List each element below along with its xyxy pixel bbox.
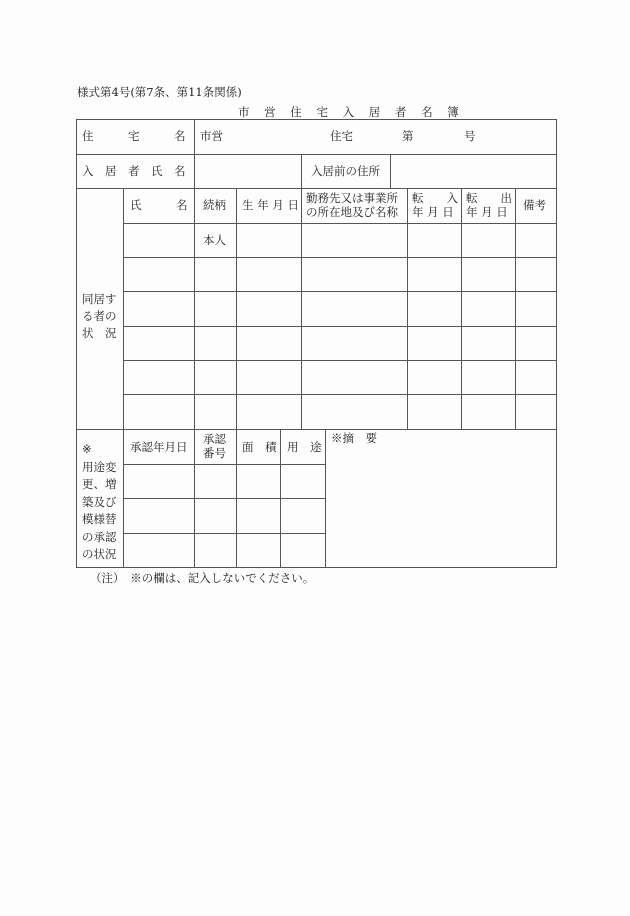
header-birthdate: 生 年 月 日 — [242, 198, 299, 212]
housing-name-dai: 第 — [402, 129, 414, 143]
housing-name-label: 住 宅 名 — [82, 129, 186, 143]
housing-name-house: 住宅 — [330, 129, 353, 143]
housing-name-prefix: 市営 — [200, 129, 223, 143]
header-move-in: 転 入 年 月 日 — [412, 191, 458, 219]
header-approval-number: 承認 番号 — [203, 432, 226, 460]
summary-field[interactable] — [327, 446, 555, 566]
housing-name-field[interactable] — [228, 121, 326, 151]
header-move-out: 転 出 年 月 日 — [466, 191, 512, 219]
header-use: 用 途 — [287, 440, 322, 454]
cohabitants-section-label: 同居す る者の 状 況 — [82, 292, 117, 340]
approvals-section-label: ※ 用途変 更、増 築及び 模様替 の承認 の状況 — [82, 442, 117, 561]
prev-address-label: 入居前の住所 — [311, 164, 380, 178]
summary-label: ※摘 要 — [331, 431, 377, 445]
header-name: 氏 名 — [130, 198, 188, 212]
housing-name-go: 号 — [464, 129, 476, 143]
prev-address-field[interactable] — [392, 156, 555, 186]
form-number: 様式第4号(第7条、第11条関係) — [77, 85, 242, 99]
header-approval-date: 承認年月日 — [130, 440, 188, 454]
header-area: 面 積 — [242, 440, 277, 454]
resident-name-label: 入 居 者 氏 名 — [82, 164, 186, 178]
relation-self: 本人 — [203, 233, 226, 247]
resident-name-field[interactable] — [196, 156, 300, 186]
header-relation: 続柄 — [203, 198, 226, 212]
header-workplace: 勤務先又は事業所 の所在地及び名称 — [306, 191, 398, 219]
page-title: 市 営 住 宅 入 居 者 名 簿 — [238, 105, 465, 119]
footnote: （注） ※の欄は、記入しないでください。 — [90, 571, 315, 585]
header-remarks: 備考 — [523, 198, 546, 212]
